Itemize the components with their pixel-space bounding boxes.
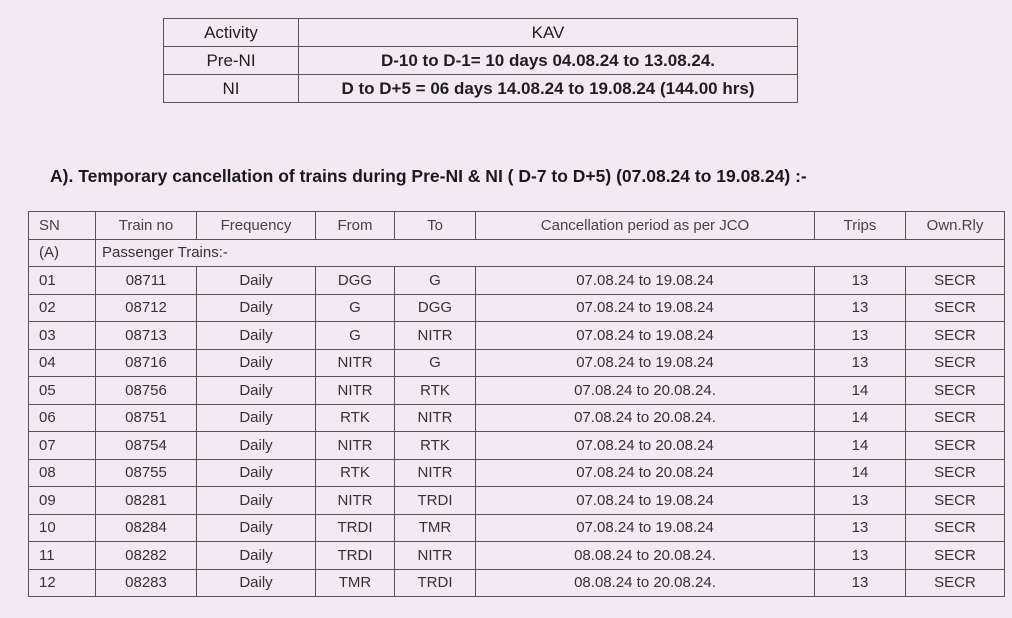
cell-train-no: 08282 bbox=[96, 542, 197, 570]
cell-sn: 01 bbox=[29, 267, 96, 295]
cell-to: NITR bbox=[395, 322, 476, 350]
cell-to: TMR bbox=[395, 514, 476, 542]
cell-train-no: 08716 bbox=[96, 349, 197, 377]
cell-frequency: Daily bbox=[197, 569, 316, 597]
cell-period: 07.08.24 to 19.08.24 bbox=[476, 267, 815, 295]
cell-frequency: Daily bbox=[197, 404, 316, 432]
cell-trips: 14 bbox=[815, 404, 906, 432]
cell-own-rly: SECR bbox=[906, 377, 1005, 405]
cell-period: 07.08.24 to 20.08.24 bbox=[476, 432, 815, 460]
header-to: To bbox=[395, 212, 476, 240]
cell-trips: 14 bbox=[815, 432, 906, 460]
cell-from: G bbox=[316, 322, 395, 350]
cell-sn: 12 bbox=[29, 569, 96, 597]
cell-train-no: 08713 bbox=[96, 322, 197, 350]
cell-from: NITR bbox=[316, 349, 395, 377]
table-row bbox=[29, 404, 1005, 432]
activity-table bbox=[163, 18, 798, 103]
cell-to: NITR bbox=[395, 542, 476, 570]
cell-train-no: 08281 bbox=[96, 487, 197, 515]
cell-to: RTK bbox=[395, 432, 476, 460]
cell-frequency: Daily bbox=[197, 487, 316, 515]
cell-from: G bbox=[316, 294, 395, 322]
cell-from: NITR bbox=[316, 432, 395, 460]
kav-cell: D to D+5 = 06 days 14.08.24 to 19.08.24 (144.00 hrs) bbox=[299, 75, 798, 103]
cell-own-rly: SECR bbox=[906, 432, 1005, 460]
section-sn: (A) bbox=[29, 239, 96, 267]
table-row bbox=[29, 432, 1005, 460]
cell-from: NITR bbox=[316, 487, 395, 515]
cell-period: 07.08.24 to 20.08.24 bbox=[476, 459, 815, 487]
cell-to: G bbox=[395, 267, 476, 295]
cell-trips: 13 bbox=[815, 294, 906, 322]
table-row bbox=[29, 294, 1005, 322]
section-heading: A). Temporary cancellation of trains during Pre-NI & NI ( D-7 to D+5) (07.08.24 to 19.08.24) :- bbox=[50, 166, 807, 186]
table-row bbox=[29, 267, 1005, 295]
cell-own-rly: SECR bbox=[906, 569, 1005, 597]
header-sn: SN bbox=[29, 212, 96, 240]
cell-period: 07.08.24 to 20.08.24. bbox=[476, 377, 815, 405]
cell-frequency: Daily bbox=[197, 267, 316, 295]
cell-to: DGG bbox=[395, 294, 476, 322]
cell-to: TRDI bbox=[395, 487, 476, 515]
cell-train-no: 08712 bbox=[96, 294, 197, 322]
cell-trips: 13 bbox=[815, 349, 906, 377]
table-row bbox=[29, 569, 1005, 597]
cell-own-rly: SECR bbox=[906, 267, 1005, 295]
cell-train-no: 08754 bbox=[96, 432, 197, 460]
cell-trips: 13 bbox=[815, 514, 906, 542]
cell-frequency: Daily bbox=[197, 349, 316, 377]
cell-sn: 10 bbox=[29, 514, 96, 542]
cell-period: 07.08.24 to 19.08.24 bbox=[476, 322, 815, 350]
cell-own-rly: SECR bbox=[906, 542, 1005, 570]
table-row bbox=[29, 322, 1005, 350]
cell-period: 07.08.24 to 19.08.24 bbox=[476, 349, 815, 377]
cell-from: RTK bbox=[316, 459, 395, 487]
cell-period: 07.08.24 to 19.08.24 bbox=[476, 294, 815, 322]
cell-sn: 11 bbox=[29, 542, 96, 570]
cell-period: 07.08.24 to 19.08.24 bbox=[476, 487, 815, 515]
cell-from: RTK bbox=[316, 404, 395, 432]
cell-own-rly: SECR bbox=[906, 322, 1005, 350]
cell-frequency: Daily bbox=[197, 459, 316, 487]
cell-to: NITR bbox=[395, 404, 476, 432]
kav-cell: D-10 to D-1= 10 days 04.08.24 to 13.08.24. bbox=[299, 47, 798, 75]
cell-own-rly: SECR bbox=[906, 349, 1005, 377]
cell-from: DGG bbox=[316, 267, 395, 295]
cell-to: NITR bbox=[395, 459, 476, 487]
cancellation-table bbox=[28, 211, 1005, 597]
cell-trips: 13 bbox=[815, 542, 906, 570]
cell-period: 08.08.24 to 20.08.24. bbox=[476, 542, 815, 570]
cell-frequency: Daily bbox=[197, 294, 316, 322]
cell-to: G bbox=[395, 349, 476, 377]
cell-train-no: 08711 bbox=[96, 267, 197, 295]
cell-sn: 07 bbox=[29, 432, 96, 460]
activity-cell: NI bbox=[164, 75, 299, 103]
cell-own-rly: SECR bbox=[906, 294, 1005, 322]
cell-sn: 04 bbox=[29, 349, 96, 377]
cell-own-rly: SECR bbox=[906, 404, 1005, 432]
cell-own-rly: SECR bbox=[906, 514, 1005, 542]
table-header-row bbox=[29, 212, 1005, 240]
cell-sn: 06 bbox=[29, 404, 96, 432]
activity-table-header bbox=[164, 19, 798, 47]
table-row bbox=[29, 377, 1005, 405]
cell-train-no: 08284 bbox=[96, 514, 197, 542]
table-row bbox=[29, 459, 1005, 487]
cell-from: TMR bbox=[316, 569, 395, 597]
header-own-rly: Own.Rly bbox=[906, 212, 1005, 240]
cell-sn: 05 bbox=[29, 377, 96, 405]
cell-trips: 14 bbox=[815, 459, 906, 487]
cell-trips: 13 bbox=[815, 267, 906, 295]
cell-frequency: Daily bbox=[197, 322, 316, 350]
cell-frequency: Daily bbox=[197, 514, 316, 542]
activity-header: Activity bbox=[164, 19, 299, 47]
cell-train-no: 08283 bbox=[96, 569, 197, 597]
cell-period: 07.08.24 to 19.08.24 bbox=[476, 514, 815, 542]
cell-to: TRDI bbox=[395, 569, 476, 597]
activity-row bbox=[164, 47, 798, 75]
cell-trips: 14 bbox=[815, 377, 906, 405]
table-row bbox=[29, 349, 1005, 377]
table-row bbox=[29, 542, 1005, 570]
cell-frequency: Daily bbox=[197, 432, 316, 460]
header-period: Cancellation period as per JCO bbox=[476, 212, 815, 240]
table-row bbox=[29, 487, 1005, 515]
cell-from: TRDI bbox=[316, 514, 395, 542]
cell-train-no: 08755 bbox=[96, 459, 197, 487]
cell-sn: 08 bbox=[29, 459, 96, 487]
cell-from: TRDI bbox=[316, 542, 395, 570]
table-row bbox=[29, 514, 1005, 542]
cell-sn: 09 bbox=[29, 487, 96, 515]
header-train-no: Train no bbox=[96, 212, 197, 240]
cell-own-rly: SECR bbox=[906, 459, 1005, 487]
header-trips: Trips bbox=[815, 212, 906, 240]
section-row bbox=[29, 239, 1005, 267]
cell-sn: 02 bbox=[29, 294, 96, 322]
cell-period: 08.08.24 to 20.08.24. bbox=[476, 569, 815, 597]
cell-period: 07.08.24 to 20.08.24. bbox=[476, 404, 815, 432]
kav-header: KAV bbox=[299, 19, 798, 47]
cell-trips: 13 bbox=[815, 322, 906, 350]
activity-cell: Pre-NI bbox=[164, 47, 299, 75]
cell-frequency: Daily bbox=[197, 542, 316, 570]
header-from: From bbox=[316, 212, 395, 240]
cell-trips: 13 bbox=[815, 569, 906, 597]
cell-to: RTK bbox=[395, 377, 476, 405]
cell-trips: 13 bbox=[815, 487, 906, 515]
cell-frequency: Daily bbox=[197, 377, 316, 405]
cell-own-rly: SECR bbox=[906, 487, 1005, 515]
cell-train-no: 08756 bbox=[96, 377, 197, 405]
header-frequency: Frequency bbox=[197, 212, 316, 240]
activity-row bbox=[164, 75, 798, 103]
cell-from: NITR bbox=[316, 377, 395, 405]
section-label: Passenger Trains:- bbox=[96, 239, 1005, 267]
cell-sn: 03 bbox=[29, 322, 96, 350]
cell-train-no: 08751 bbox=[96, 404, 197, 432]
